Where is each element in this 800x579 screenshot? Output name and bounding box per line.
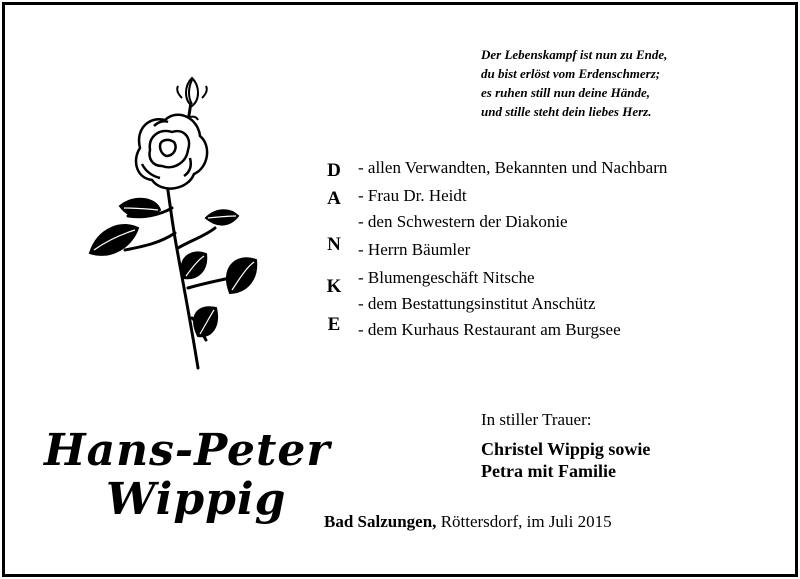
danke-letter-e: E — [327, 314, 341, 335]
rose-drawing-icon — [80, 68, 260, 393]
place-rest: Röttersdorf, im Juli 2015 — [436, 512, 612, 531]
thanks-line: - dem Kurhaus Restaurant am Burgsee — [358, 320, 621, 339]
poem-line: es ruhen still nun deine Hände, — [481, 85, 651, 100]
deceased-last-name: Wippig — [106, 474, 287, 525]
mourning-label: In stiller Trauer: — [481, 410, 592, 429]
danke-letter-k: K — [326, 276, 342, 297]
place-city: Bad Salzungen, — [324, 512, 437, 531]
danke-letter-d: D — [327, 160, 341, 181]
poem-line: Der Lebenskampf ist nun zu Ende, — [481, 47, 668, 62]
thanks-line: - Frau Dr. Heidt — [358, 186, 467, 205]
thanks-line: - Blumengeschäft Nitsche — [358, 268, 535, 287]
family-line: Petra mit Familie — [481, 461, 616, 481]
deceased-first-name: Hans-Peter — [44, 425, 331, 476]
thanks-line: - Herrn Bäumler — [358, 240, 471, 259]
memorial-poem — [481, 45, 667, 121]
family-names — [481, 438, 650, 482]
poem-line: du bist erlöst vom Erdenschmerz; — [481, 66, 661, 81]
family-line: Christel Wippig sowie — [481, 439, 651, 459]
place-date — [324, 512, 612, 532]
poem-line: und stille steht dein liebes Herz. — [481, 104, 652, 119]
thanks-line: - dem Bestattungsinstitut Anschütz — [358, 294, 596, 313]
danke-letter-n: N — [327, 234, 341, 255]
thanks-line: - den Schwestern der Diakonie — [358, 212, 568, 231]
thanks-line: - allen Verwandten, Bekannten und Nachbarn — [358, 158, 668, 177]
danke-letter-a: A — [327, 188, 341, 209]
